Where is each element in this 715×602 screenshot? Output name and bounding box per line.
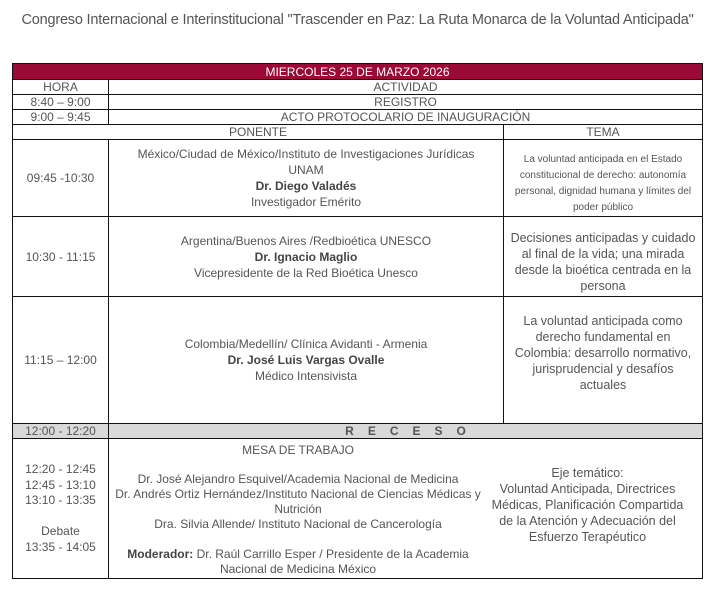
topic-cell (504, 217, 703, 297)
table-row (13, 110, 703, 125)
mesa-header: MESA DE TRABAJO (242, 442, 354, 457)
recess-row (13, 424, 703, 439)
document-title: Congreso Internacional e Interinstitucional "Trascender en Paz: La Ruta Monarca de la Voluntad Anticipada" (21, 12, 694, 28)
table-row (13, 95, 703, 110)
speaker-role: Médico Intensivista (254, 369, 358, 383)
header-ponente: PONENTE (13, 125, 504, 140)
speaker-cell (109, 217, 504, 297)
mesa-participant: Dr. José Alejandro Esquivel/Academia Nacional de Medicina (137, 471, 459, 486)
day-header: MIERCOLES 25 DE MARZO 2026 (13, 64, 703, 80)
mesa-times-cell (13, 439, 109, 579)
mesa-cell (109, 439, 703, 579)
topic-cell (504, 140, 703, 217)
program-table (12, 63, 703, 579)
time-cell: 11:15 – 12:00 (13, 297, 109, 424)
time-cell: 09:45 -10:30 (13, 140, 109, 217)
affiliation: Colombia/Medellín/ Clínica Avidanti - Armenia (184, 337, 428, 351)
speaker-role: Investigador Emérito (250, 195, 362, 209)
time-cell: 8:40 – 9:00 (13, 95, 109, 110)
mesa-debate-label: Debate (41, 524, 80, 538)
mesa-topic: Voluntad Anticipada, Directrices Médicas, Planificación Compartida de la Atención y Adecuación del Esfuerzo Terapéutico (491, 481, 684, 544)
mesa-participant: Dra. Silvia Allende/ Instituto Nacional de Cancerología (154, 516, 442, 531)
topic: La voluntad anticipada como derecho fundamental en Colombia: desarrollo normativo, jurisprudencial y desafíos actuales (514, 314, 692, 392)
speaker-cell (109, 140, 504, 217)
mesa-time: 13:35 - 14:05 (25, 539, 96, 554)
table-row (13, 297, 703, 424)
speaker-cell (109, 297, 504, 424)
topic: La voluntad anticipada en el Estado constitucional de derecho: autonomía personal, dignidad humana y límites del poder público (514, 154, 692, 213)
topic: Decisiones anticipadas y cuidado al final de la vida; una mirada desde la bioética centrada en la persona (510, 230, 696, 293)
table-row (13, 140, 703, 217)
header-actividad: ACTIVIDAD (109, 80, 703, 95)
time-cell: 10:30 - 11:15 (13, 217, 109, 297)
time-cell: 9:00 – 9:45 (13, 110, 109, 125)
mesa-time: 13:10 - 13:35 (25, 493, 96, 507)
activity-cell: REGISTRO (109, 95, 703, 110)
activity-cell: ACTO PROTOCOLARIO DE INAUGURACIÓN (109, 110, 703, 125)
mesa-time (17, 509, 104, 525)
mesa-time: 12:20 - 12:45 (25, 462, 96, 476)
speaker-name: Dr. José Luis Vargas Ovalle (227, 353, 385, 367)
time-cell: 12:00 - 12:20 (13, 424, 109, 439)
moderator-name: Dr. Raúl Carrillo Esper / Presidente de la Academia Nacional de Medicina México (193, 546, 469, 576)
day-header-row (13, 64, 703, 80)
topic-cell (504, 297, 703, 424)
header-tema: TEMA (504, 125, 703, 140)
subheader-row (13, 125, 703, 140)
mesa-time: 12:45 - 13:10 (25, 477, 96, 492)
speaker-name: Dr. Ignacio Maglio (254, 249, 358, 264)
table-row (13, 217, 703, 297)
affiliation: México/Ciudad de México/Instituto de Investigaciones Jurídicas UNAM (137, 147, 475, 177)
speaker-name: Dr. Diego Valadés (255, 179, 357, 193)
mesa-moderator (113, 547, 483, 577)
header-hora: HORA (13, 80, 109, 95)
mesa-topic-label: Eje temático: (551, 465, 624, 480)
affiliation: Argentina/Buenos Aires /Redbioética UNESCO (180, 233, 432, 248)
recess-cell (109, 424, 703, 439)
header-row (13, 80, 703, 95)
mesa-row (13, 439, 703, 579)
moderator-label: Moderador: (127, 546, 194, 561)
speaker-role: Vicepresidente de la Red Bioética Unesco (194, 265, 418, 280)
recess-label: RECESO (345, 424, 480, 438)
mesa-participant: Dr. Andrés Ortiz Hernández/Instituto Nacional de Ciencias Médicas y Nutrición (115, 486, 481, 516)
